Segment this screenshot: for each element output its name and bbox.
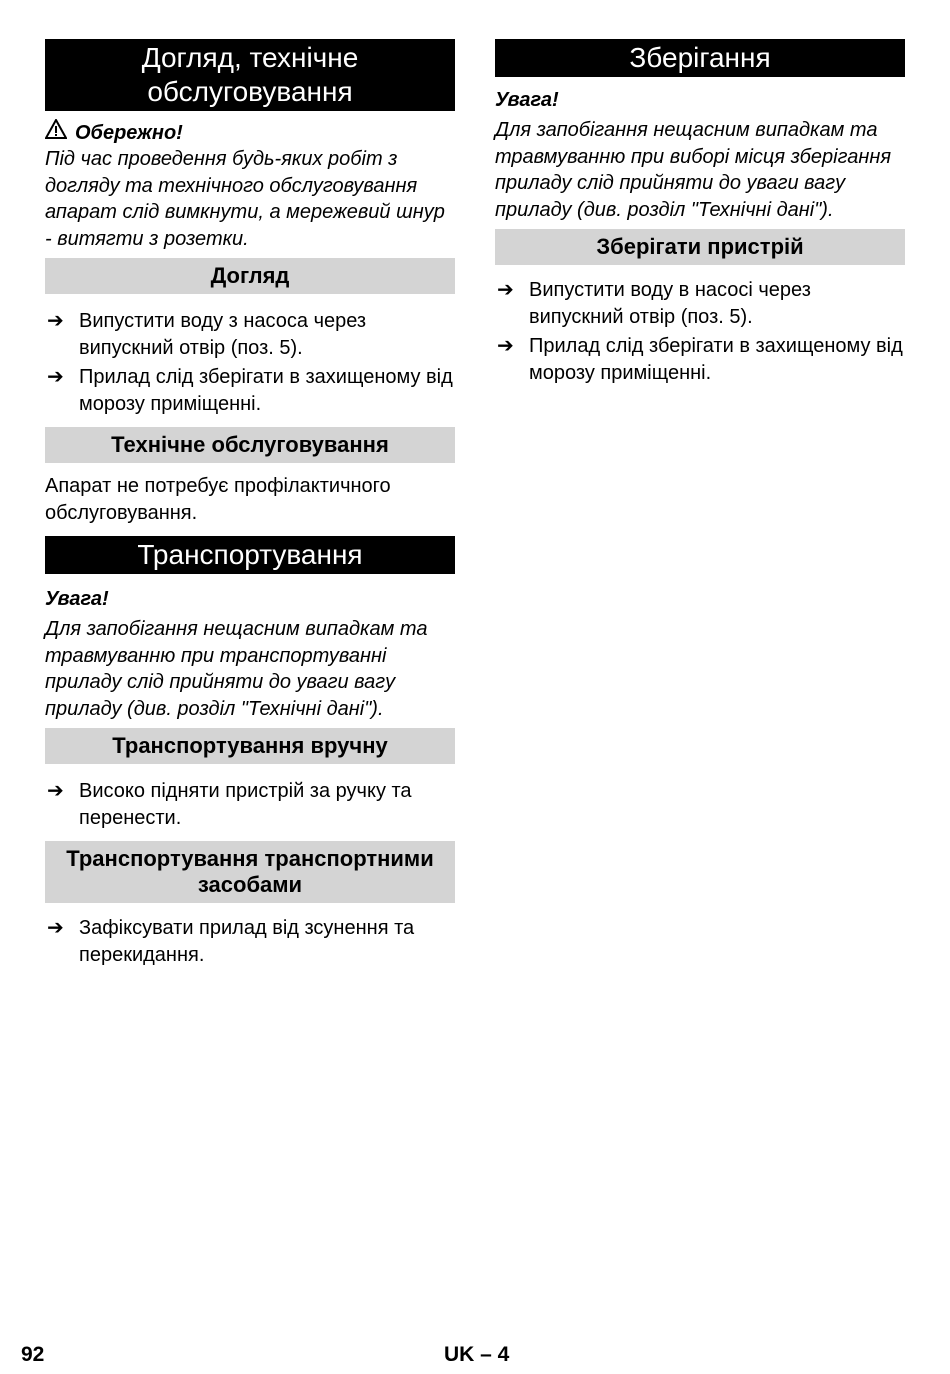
service-text: Апарат не потребує профілактичного обслуговування. <box>45 475 391 524</box>
right-column <box>495 39 905 389</box>
caution-title-row <box>45 119 455 146</box>
warning-triangle-icon <box>45 119 75 146</box>
caution-title: Обережно! <box>75 122 183 144</box>
manual-transport-heading: Транспортування вручну <box>45 728 455 764</box>
care-list <box>45 308 455 417</box>
page-number: 92 <box>21 1343 45 1366</box>
section-code: UK – 4 <box>444 1343 510 1366</box>
list-item: ➔ Прилад слід зберігати в захищеному від морозу приміщенні. <box>47 366 453 415</box>
left-column <box>45 39 455 971</box>
service-heading: Технічне обслуговування <box>45 427 455 463</box>
list-item: ➔ Зафіксувати прилад від зсунення та перекидання. <box>47 917 415 966</box>
arrow-right-icon: ➔ <box>497 335 514 357</box>
storage-heading: Зберігання <box>495 39 905 77</box>
care-heading: Догляд <box>45 258 455 294</box>
transport-attention-title: Увага! <box>45 588 109 610</box>
list-item: ➔ Високо підняти пристрій за ручку та перенести. <box>47 780 412 829</box>
store-device-list <box>495 277 905 386</box>
manual-transport-list <box>45 778 455 831</box>
arrow-right-icon: ➔ <box>47 310 64 332</box>
list-item: ➔ Прилад слід зберігати в захищеному від морозу приміщенні. <box>497 335 903 384</box>
arrow-right-icon: ➔ <box>47 366 64 388</box>
caution-text: Під час проведення будь-яких робіт з догляду та технічного обслуговування апарат слід вимкнути, а мережевий шнур - витягти з розетки. <box>45 148 445 250</box>
store-device-heading: Зберігати пристрій <box>495 229 905 265</box>
maintenance-heading: Догляд, технічне обслуговування <box>45 39 455 111</box>
storage-attention-title: Увага! <box>495 89 559 111</box>
vehicle-transport-heading: Транспортування транспортними засобами <box>45 841 455 903</box>
arrow-right-icon: ➔ <box>47 917 64 939</box>
vehicle-transport-list <box>45 915 455 968</box>
transport-heading: Транспортування <box>45 536 455 574</box>
storage-attention-text: Для запобігання нещасним випадкам та травмуванню при виборі місця зберігання приладу слід прийняти до уваги вагу приладу (див. розділ "Технічні дані"). <box>495 119 892 221</box>
list-item: ➔ Випустити воду з насоса через випускний отвір (поз. 5). <box>47 310 367 359</box>
list-item: ➔ Випустити воду в насосі через випускний отвір (поз. 5). <box>497 279 811 328</box>
transport-attention-text: Для запобігання нещасним випадкам та травмуванню при транспортуванні приладу слід прийняти до уваги вагу приладу (див. розділ "Технічні дані"). <box>45 618 428 720</box>
arrow-right-icon: ➔ <box>47 780 64 802</box>
arrow-right-icon: ➔ <box>497 279 514 301</box>
